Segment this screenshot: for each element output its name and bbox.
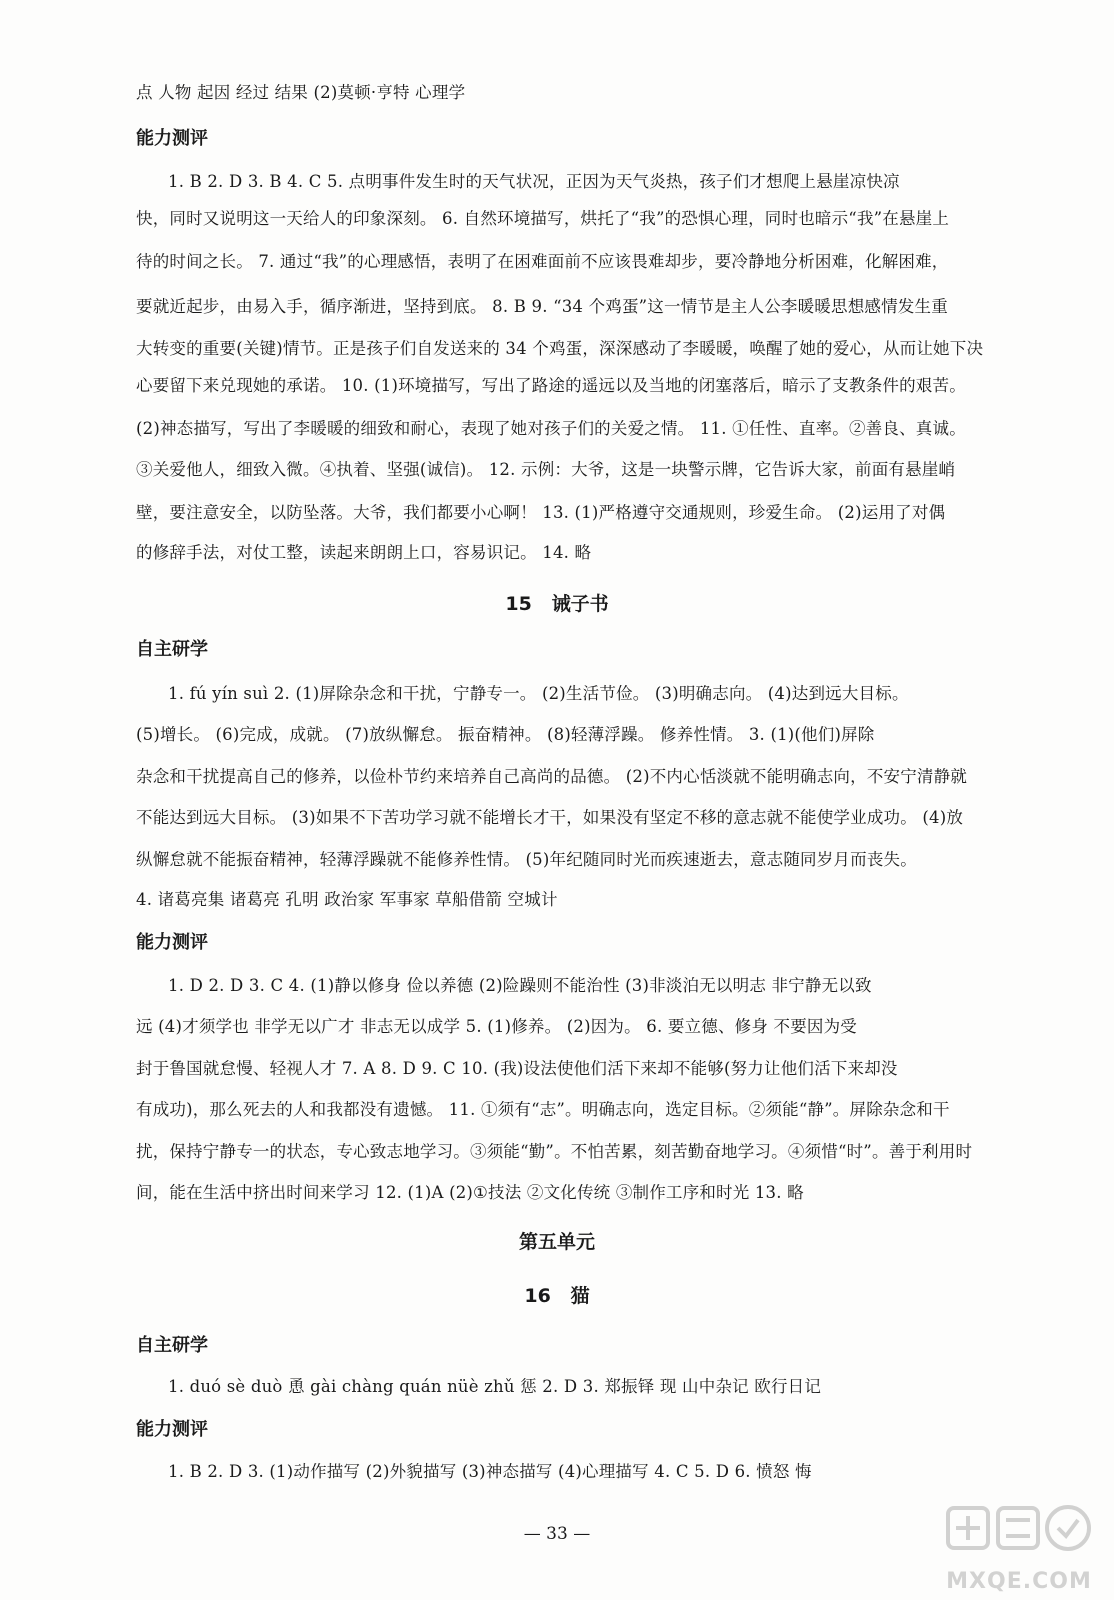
lesson-title: 16 猫 [524, 1285, 590, 1307]
answer-line: 快，同时又说明这一天给人的印象深刻。 6. 自然环境描写，烘托了“我”的恐惧心理，同时也暗示“我”在悬崖上 [136, 209, 950, 228]
answer-logo-icon [944, 1502, 1094, 1554]
answer-line: 点 人物 起因 经过 结果 (2)莫顿·亨特 心理学 [136, 83, 466, 102]
answer-line: 待的时间之长。 7. 通过“我”的心理感悟，表明了在困难面前不应该畏难却步，要冷静地分析困难，化解困难， [136, 252, 949, 271]
page-number: — 33 — [523, 1524, 591, 1544]
answer-line: 封于鲁国就怠慢、轻视人才 7. A 8. D 9. C 10. (我)设法使他们活下来却不能够(努力让他们活下来却没 [136, 1059, 898, 1078]
section-heading-ability: 能力测评 [136, 128, 208, 149]
answer-line: 4. 诸葛亮集 诸葛亮 孔明 政治家 军事家 草船借箭 空城计 [136, 890, 558, 909]
answer-line: (5)增长。 (6)完成，成就。 (7)放纵懈怠。 振奋精神。 (8)轻薄浮躁。 修养性情。 3. (1)(他们)屏除 [136, 725, 875, 744]
answer-line: 扰，保持宁静专一的状态，专心致志地学习。③须能“勤”。不怕苦累，刻苦勤奋地学习。④须惜“时”。善于利用时 [136, 1142, 973, 1161]
answer-line: 1. D 2. D 3. C 4. (1)静以修身 俭以养德 (2)险躁则不能治性 (3)非淡泊无以明志 非宁静无以致 [168, 976, 872, 995]
answer-line: 1. fú yín suì 2. (1)屏除杂念和干扰，宁静专一。 (2)生活节俭。 (3)明确志向。 (4)达到远大目标。 [168, 684, 909, 703]
answer-line: 1. duó sè duò 恿 gài chàng quán nüè zhǔ 惩 2. D 3. 郑振铎 现 山中杂记 欧行日记 [168, 1377, 822, 1396]
answer-line: 心要留下来兑现她的承诺。 10. (1)环境描写，写出了路途的遥远以及当地的闭塞落后，暗示了支教条件的艰苦。 [136, 376, 966, 395]
answer-line: 纵懈怠就不能振奋精神，轻薄浮躁就不能修养性情。 (5)年纪随同时光而疾速逝去，意志随同岁月而丧失。 [136, 850, 917, 869]
section-heading-self-study: 自主研学 [136, 639, 208, 660]
section-heading-ability: 能力测评 [136, 1419, 208, 1440]
answer-line: 壁，要注意安全，以防坠落。大爷，我们都要小心啊！ 13. (1)严格遵守交通规则，珍爱生命。 (2)运用了对偶 [136, 503, 946, 522]
answer-line: 1. B 2. D 3. (1)动作描写 (2)外貌描写 (3)神态描写 (4)心理描写 4. C 5. D 6. 愤怒 悔 [168, 1462, 812, 1481]
unit-title: 第五单元 [518, 1231, 595, 1253]
answer-line: 1. B 2. D 3. B 4. C 5. 点明事件发生时的天气状况，正因为天气炎热，孩子们才想爬上悬崖凉快凉 [168, 172, 900, 191]
answer-line: 有成功)，那么死去的人和我都没有遗憾。 11. ①须有“志”。明确志向，选定目标。②须能“静”。屏除杂念和干 [136, 1100, 950, 1119]
answer-line: (2)神态描写，写出了李暖暖的细致和耐心，表现了她对孩子们的关爱之情。 11. ①任性、直率。②善良、真诚。 [136, 419, 966, 438]
answer-line: 远 (4)才须学也 非学无以广才 非志无以成学 5. (1)修养。 (2)因为。 6. 要立德、修身 不要因为受 [136, 1017, 858, 1036]
answer-line: 杂念和干扰提高自己的修养，以俭朴节约来培养自己高尚的品德。 (2)不内心恬淡就不能明确志向，不安宁清静就 [136, 767, 968, 786]
watermark [944, 1502, 1094, 1594]
answer-line: 不能达到远大目标。 (3)如果不下苦功学习就不能增长才干，如果没有坚定不移的意志就不能使学业成功。 (4)放 [136, 808, 964, 827]
watermark-text: MXQE.COM [946, 1569, 1092, 1594]
answer-line: 要就近起步，由易入手，循序渐进，坚持到底。 8. B 9. “34 个鸡蛋”这一情节是主人公李暖暖思想感情发生重 [136, 297, 948, 316]
answer-line: 大转变的重要(关键)情节。正是孩子们自发送来的 34 个鸡蛋，深深感动了李暖暖，唤醒了她的爱心，从而让她下决 [136, 339, 984, 358]
answer-line: ③关爱他人，细致入微。④执着、坚强(诚信)。 12. 示例：大爷，这是一块警示牌，它告诉大家，前面有悬崖峭 [136, 460, 956, 479]
lesson-title: 15 诫子书 [505, 593, 609, 615]
answer-line: 的修辞手法，对仗工整，读起来朗朗上口，容易识记。 14. 略 [136, 543, 592, 562]
answer-line: 间，能在生活中挤出时间来学习 12. (1)A (2)①技法 ②文化传统 ③制作工序和时光 13. 略 [136, 1183, 804, 1202]
section-heading-ability: 能力测评 [136, 932, 208, 953]
section-heading-self-study: 自主研学 [136, 1335, 208, 1356]
